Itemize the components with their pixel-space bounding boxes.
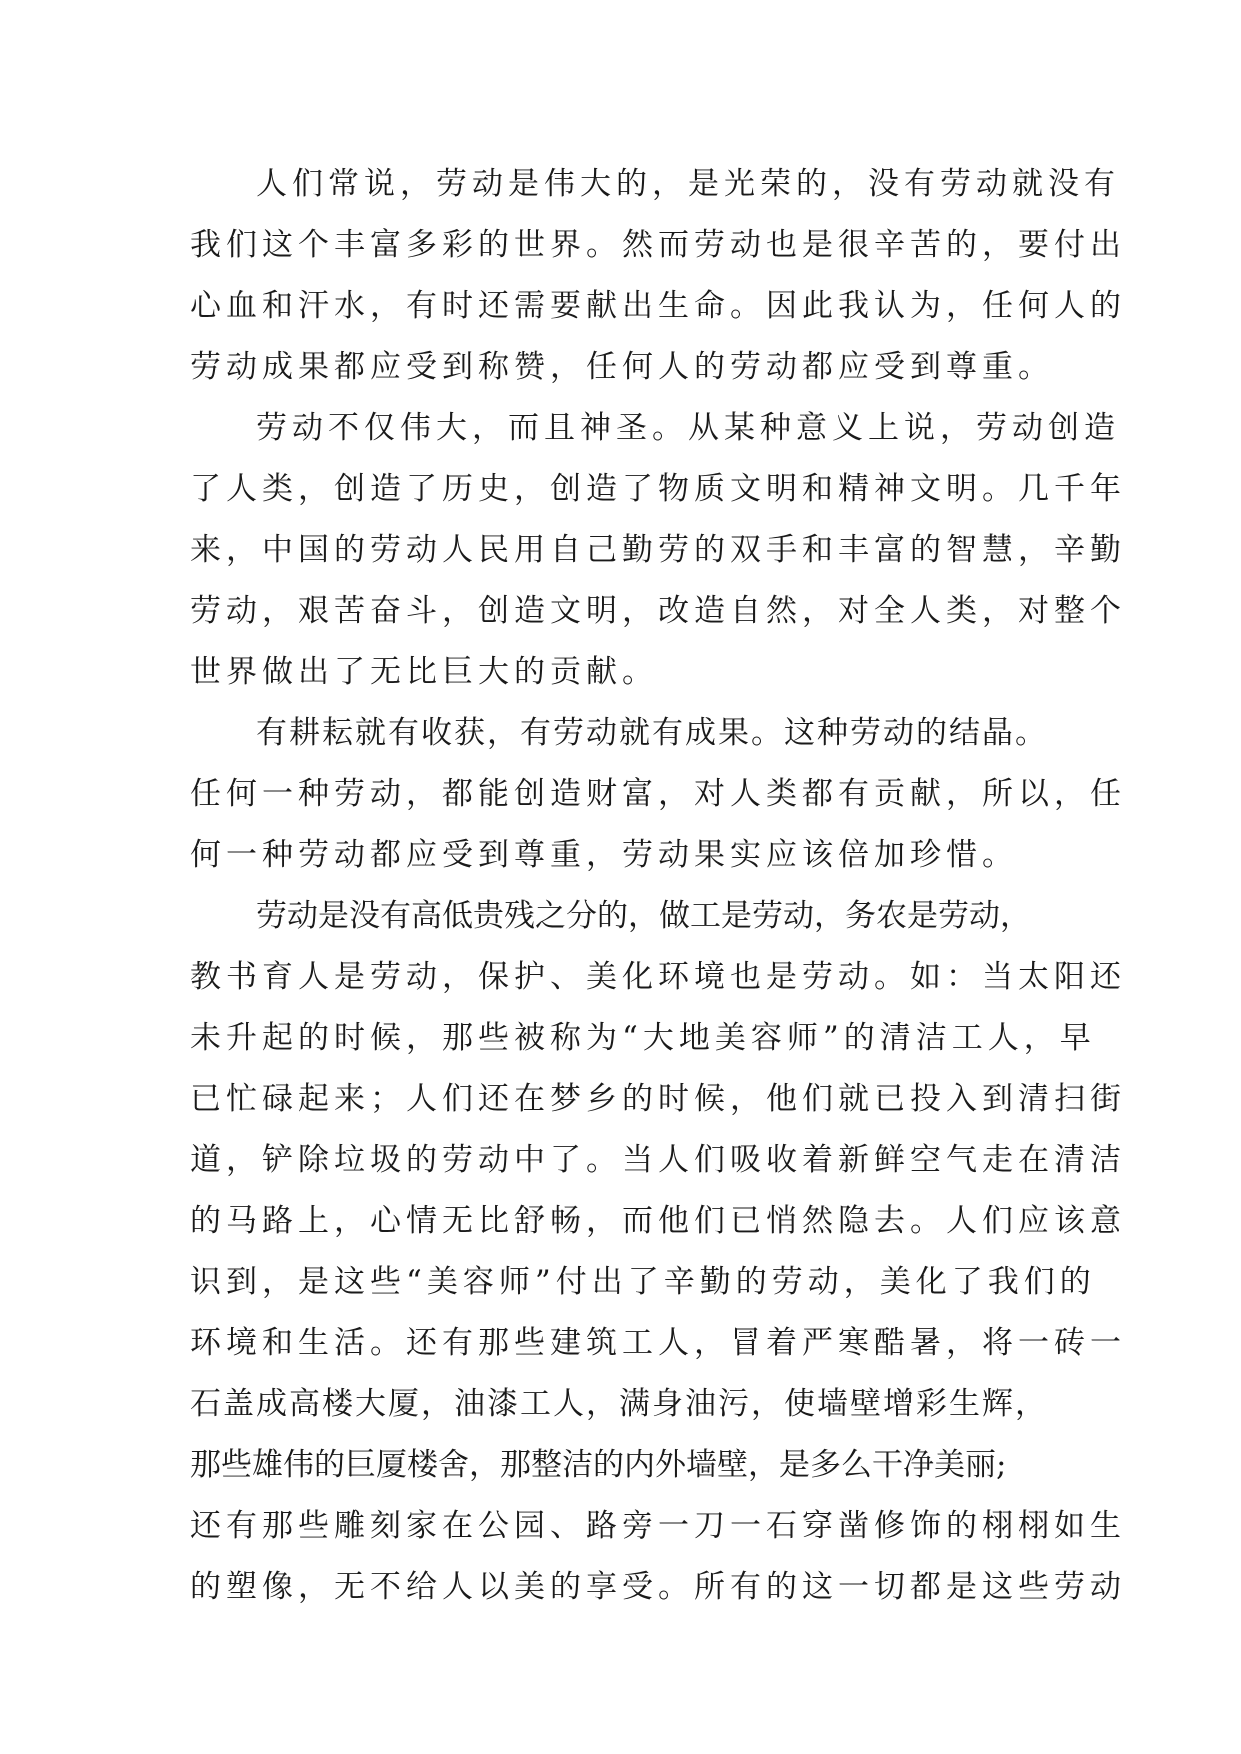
text-line: 劳动，艰苦奋斗，创造文明，改造自然，对全人类，对整个 xyxy=(190,593,1126,629)
text-line: 的塑像，无不给人以美的享受。所有的这一切都是这些劳动 xyxy=(190,1569,1126,1605)
text-line: 劳动是没有高低贵残之分的，做工是劳动，务农是劳动， xyxy=(256,898,1031,934)
text-line: 世界做出了无比巨大的贡献。 xyxy=(190,654,658,690)
text-line: 来，中国的劳动人民用自己勤劳的双手和丰富的智慧，辛勤 xyxy=(190,532,1126,568)
text-line: 任何一种劳动，都能创造财富，对人类都有贡献，所以，任 xyxy=(190,776,1126,812)
text-line: 已忙碌起来；人们还在梦乡的时候，他们就已投入到清扫街 xyxy=(190,1081,1126,1117)
paragraph-4 xyxy=(190,886,1126,1618)
text-line: 的马路上，心情无比舒畅，而他们已悄然隐去。人们应该意 xyxy=(190,1203,1126,1239)
text-line: 有耕耘就有收获，有劳动就有成果。这种劳动的结晶。 xyxy=(256,715,1048,751)
paragraph-2 xyxy=(190,398,1126,703)
text-line: 了人类，创造了历史，创造了物质文明和精神文明。几千年 xyxy=(190,471,1126,507)
paragraph-3 xyxy=(190,703,1126,886)
text-line: 我们这个丰富多彩的世界。然而劳动也是很辛苦的，要付出 xyxy=(190,227,1126,263)
text-line: 还有那些雕刻家在公园、路旁一刀一石穿凿修饰的栩栩如生 xyxy=(190,1508,1126,1544)
text-line: 那些雄伟的巨厦楼舍，那整洁的内外墙壁，是多么干净美丽; xyxy=(190,1447,1007,1483)
text-line: 道，铲除垃圾的劳动中了。当人们吸收着新鲜空气走在清洁 xyxy=(190,1142,1126,1178)
text-line: 识到，是这些“美容师”付出了辛勤的劳动，美化了我们的 xyxy=(190,1264,1096,1300)
text-line: 何一种劳动都应受到尊重，劳动果实应该倍加珍惜。 xyxy=(190,837,1018,873)
text-line: 教书育人是劳动，保护、美化环境也是劳动。如：当太阳还 xyxy=(190,959,1126,995)
text-line: 劳动成果都应受到称赞，任何人的劳动都应受到尊重。 xyxy=(190,349,1054,385)
text-line: 心血和汗水，有时还需要献出生命。因此我认为，任何人的 xyxy=(190,288,1126,324)
paragraph-1 xyxy=(190,154,1126,398)
text-line: 环境和生活。还有那些建筑工人，冒着严寒酷暑，将一砖一 xyxy=(190,1325,1126,1361)
document-body xyxy=(190,154,1126,1618)
text-line: 未升起的时候，那些被称为“大地美容师”的清洁工人，早 xyxy=(190,1020,1096,1056)
text-line: 石盖成高楼大厦，油漆工人，满身油污，使墙壁增彩生辉， xyxy=(190,1386,1048,1422)
text-line: 劳动不仅伟大，而且神圣。从某种意义上说，劳动创造 xyxy=(256,410,1120,446)
text-line: 人们常说，劳动是伟大的，是光荣的，没有劳动就没有 xyxy=(256,166,1120,202)
